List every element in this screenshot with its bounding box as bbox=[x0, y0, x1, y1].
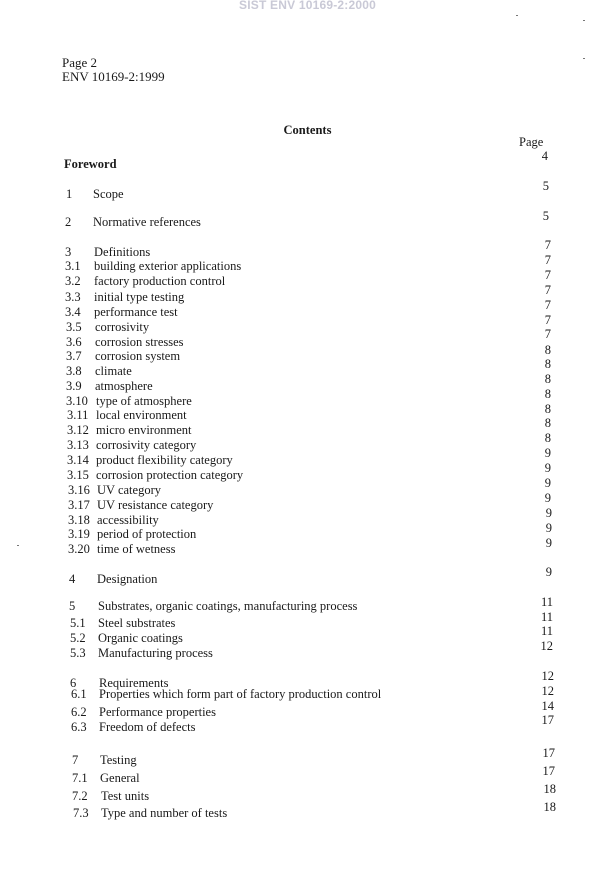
toc-entry-number: 6.1 bbox=[71, 687, 87, 701]
contents-title: Contents bbox=[283, 123, 332, 137]
toc-entry-page: 7 bbox=[544, 327, 551, 341]
toc-entry-number: 7 bbox=[72, 753, 79, 767]
toc-entry-title: UV category bbox=[97, 483, 161, 497]
toc-entry-page: 5 bbox=[542, 179, 549, 193]
toc-entry-page: 12 bbox=[540, 639, 553, 653]
toc-entry-page: 8 bbox=[544, 357, 551, 371]
toc-entry-number: 6.2 bbox=[71, 705, 87, 719]
toc-entry-number: 7.2 bbox=[72, 789, 88, 803]
toc-entry-number: 3.18 bbox=[68, 513, 90, 527]
toc-entry-page: 8 bbox=[544, 387, 551, 401]
toc-entry-number: 5.1 bbox=[70, 616, 86, 630]
toc-entry-page: 7 bbox=[544, 238, 551, 252]
toc-entry-page: 9 bbox=[544, 446, 551, 460]
toc-entry-title: corrosivity category bbox=[96, 438, 197, 452]
toc-entry-number: 4 bbox=[69, 572, 76, 586]
toc-entry-title: General bbox=[100, 771, 140, 785]
toc-entry-title: accessibility bbox=[97, 513, 159, 527]
toc-entry-number: 3.9 bbox=[66, 379, 82, 393]
toc-entry-title: Scope bbox=[93, 187, 124, 201]
toc-entry-page: 9 bbox=[545, 521, 552, 535]
page-column-label: Page bbox=[519, 135, 544, 149]
toc-entry-number: 3 bbox=[65, 245, 72, 259]
toc-entry-page: 18 bbox=[543, 800, 556, 814]
toc-entry-number: 3.5 bbox=[66, 320, 82, 334]
toc-entry-number: 3.13 bbox=[67, 438, 89, 452]
toc-entry-number: 5.2 bbox=[70, 631, 86, 645]
toc-entry-number: 3.20 bbox=[68, 542, 90, 556]
toc-entry-title: Freedom of defects bbox=[99, 720, 196, 734]
toc-entry-page: 9 bbox=[544, 491, 551, 505]
toc-entry-page: 9 bbox=[544, 476, 551, 490]
toc-entry-title: Manufacturing process bbox=[98, 646, 213, 660]
toc-entry-number: 7.3 bbox=[73, 806, 89, 820]
toc-entry-number: 3.2 bbox=[65, 274, 81, 288]
toc-entry-title: local environment bbox=[96, 408, 187, 422]
toc-entry-number: 3.12 bbox=[67, 423, 89, 437]
toc-entry-page: 7 bbox=[544, 268, 551, 282]
toc-entry-title: micro environment bbox=[96, 423, 192, 437]
toc-entry-title: Requirements bbox=[99, 676, 169, 690]
toc-entry-page: 7 bbox=[544, 298, 551, 312]
toc-entry-number: 3.1 bbox=[65, 259, 81, 273]
page-number: Page 2 bbox=[62, 55, 98, 70]
toc-entry-title: product flexibility category bbox=[96, 453, 233, 467]
scan-speck bbox=[583, 20, 585, 21]
toc-entry-number: 3.4 bbox=[65, 305, 81, 319]
toc-entry-page: 8 bbox=[544, 343, 551, 357]
toc-entry-number: 2 bbox=[65, 215, 72, 229]
toc-entry-number: 3.19 bbox=[68, 527, 90, 541]
toc-entry-number: 3.14 bbox=[67, 453, 89, 467]
toc-entry-title: climate bbox=[95, 364, 132, 378]
toc-entry-title: corrosion stresses bbox=[95, 335, 184, 349]
toc-entry-title: building exterior applications bbox=[94, 259, 242, 273]
toc-entry-title: Testing bbox=[100, 753, 137, 767]
toc-entry-page: 8 bbox=[544, 402, 551, 416]
toc-entry-number: 5 bbox=[69, 599, 76, 613]
toc-entry-number: 5.3 bbox=[70, 646, 86, 660]
toc-entry-page: 14 bbox=[541, 699, 554, 713]
toc-entry-title: atmosphere bbox=[95, 379, 153, 393]
toc-entry-number: 3.3 bbox=[65, 290, 81, 304]
toc-entry-number: 6 bbox=[70, 676, 77, 690]
toc-entry-number: 3.6 bbox=[66, 335, 82, 349]
toc-entry-page: 17 bbox=[542, 764, 555, 778]
standard-reference: ENV 10169-2:1999 bbox=[62, 69, 165, 84]
toc-entry-page: 12 bbox=[541, 684, 554, 698]
toc-entry-title: corrosivity bbox=[95, 320, 150, 334]
toc-entry-number: 3.7 bbox=[66, 349, 82, 363]
toc-entry-number: 3.8 bbox=[66, 364, 82, 378]
toc-entry-title: Test units bbox=[101, 789, 150, 803]
toc-entry-title: Normative references bbox=[93, 215, 201, 229]
toc-entry-title: Properties which form part of factory production control bbox=[99, 687, 382, 701]
toc-entry-number: 3.10 bbox=[66, 394, 88, 408]
toc-entry-page: 7 bbox=[544, 283, 551, 297]
toc-entry-page: 11 bbox=[540, 595, 553, 609]
toc-entry-page: 4 bbox=[541, 149, 548, 163]
toc-entry-title: corrosion protection category bbox=[96, 468, 244, 482]
toc-entry-title: Organic coatings bbox=[98, 631, 183, 645]
toc-entry-title: Foreword bbox=[64, 157, 117, 171]
toc-entry-number: 1 bbox=[66, 187, 73, 201]
toc-entry-title: UV resistance category bbox=[97, 498, 214, 512]
toc-entry-title: factory production control bbox=[94, 274, 226, 288]
scan-speck bbox=[516, 15, 518, 16]
toc-entry-title: performance test bbox=[94, 305, 178, 319]
toc-entry-title: Definitions bbox=[94, 245, 151, 259]
toc-entry-page: 9 bbox=[545, 536, 552, 550]
toc-entry-title: Substrates, organic coatings, manufacturing process bbox=[98, 599, 358, 613]
toc-entry-title: period of protection bbox=[97, 527, 197, 541]
toc-entry-number: 6.3 bbox=[71, 720, 87, 734]
toc-entry-title: Designation bbox=[97, 572, 158, 586]
toc-entry-title: Steel substrates bbox=[98, 616, 176, 630]
toc-entry-page: 9 bbox=[544, 461, 551, 475]
toc-entry-page: 17 bbox=[541, 713, 554, 727]
toc-entry-title: corrosion system bbox=[95, 349, 181, 363]
scan-speck bbox=[583, 58, 585, 59]
toc-entry-page: 12 bbox=[541, 669, 554, 683]
toc-entry-number: 3.16 bbox=[68, 483, 90, 497]
toc-entry-page: 8 bbox=[544, 431, 551, 445]
toc-entry-title: Performance properties bbox=[99, 705, 216, 719]
toc-entry-page: 18 bbox=[543, 782, 556, 796]
scan-speck bbox=[17, 545, 19, 546]
watermark: SIST ENV 10169-2:2000 bbox=[239, 0, 376, 12]
toc-entry-page: 17 bbox=[542, 746, 555, 760]
toc-entry-page: 9 bbox=[545, 506, 552, 520]
toc-entry-page: 7 bbox=[544, 253, 551, 267]
toc-entry-page: 8 bbox=[544, 372, 551, 386]
toc-entry-page: 11 bbox=[540, 624, 553, 638]
toc-entry-title: type of atmosphere bbox=[96, 394, 192, 408]
toc-entry-number: 3.17 bbox=[68, 498, 90, 512]
toc-entry-title: initial type testing bbox=[94, 290, 185, 304]
toc-entry-number: 7.1 bbox=[72, 771, 88, 785]
toc-entry-title: time of wetness bbox=[97, 542, 176, 556]
toc-entry-number: 3.15 bbox=[67, 468, 89, 482]
toc-entry-page: 5 bbox=[542, 209, 549, 223]
toc-entry-title: Type and number of tests bbox=[101, 806, 228, 820]
toc-entry-page: 9 bbox=[545, 565, 552, 579]
toc-entry-page: 11 bbox=[540, 610, 553, 624]
toc-entry-page: 7 bbox=[544, 313, 551, 327]
toc-entry-page: 8 bbox=[544, 416, 551, 430]
toc-entry-number: 3.11 bbox=[67, 408, 89, 422]
